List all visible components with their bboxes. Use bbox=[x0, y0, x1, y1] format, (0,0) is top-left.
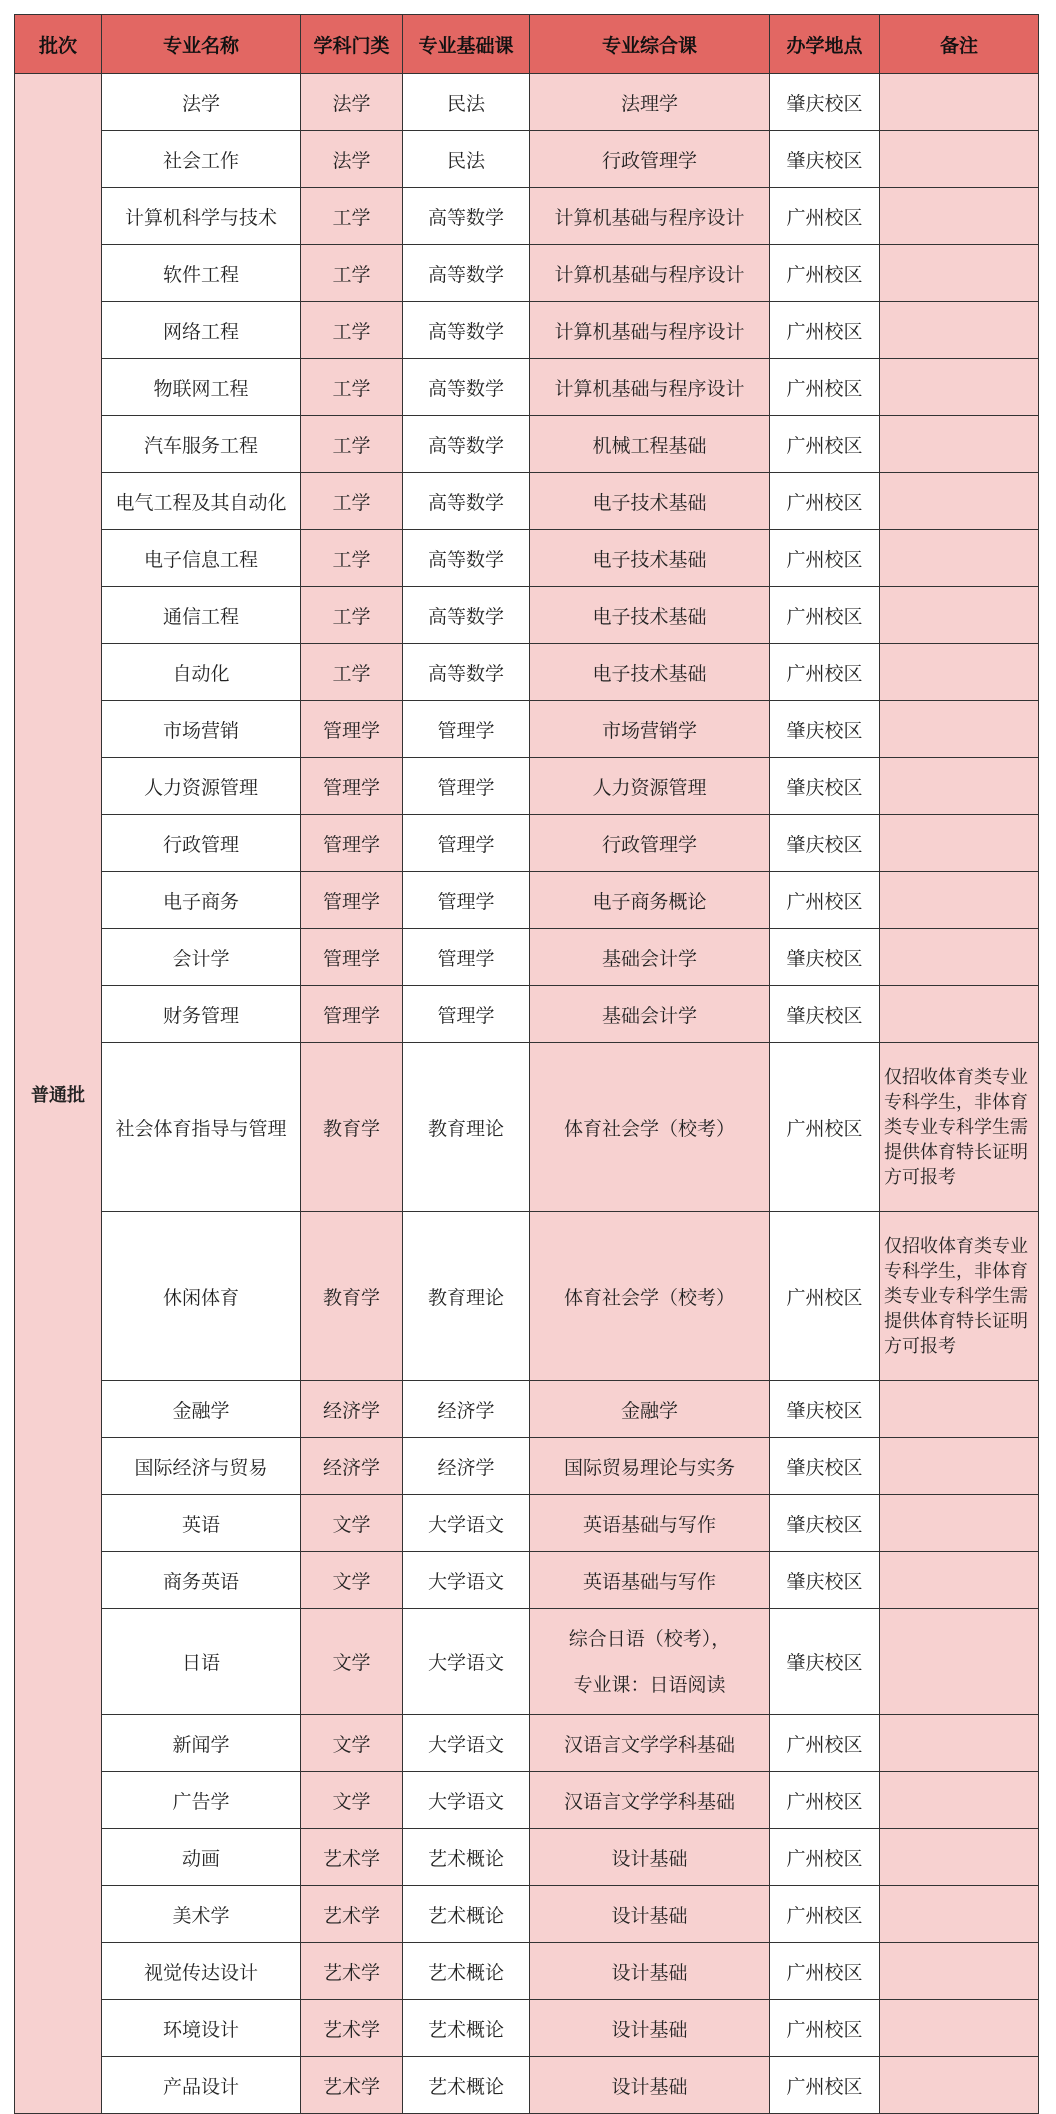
table-row bbox=[15, 1212, 1039, 1381]
campus-cell: 广州校区 bbox=[770, 2057, 880, 2114]
campus-cell: 广州校区 bbox=[770, 1829, 880, 1886]
category-cell: 文学 bbox=[301, 1495, 403, 1552]
notes-cell bbox=[880, 1829, 1039, 1886]
campus-cell: 肇庆校区 bbox=[770, 758, 880, 815]
header-notes: 备注 bbox=[880, 15, 1039, 74]
comprehensive-course-cell: 计算机基础与程序设计 bbox=[530, 245, 770, 302]
notes-cell: 仅招收体育类专业专科学生，非体育类专业专科学生需提供体育特长证明方可报考 bbox=[880, 1212, 1039, 1381]
campus-cell: 肇庆校区 bbox=[770, 986, 880, 1043]
basic-course-cell: 大学语文 bbox=[403, 1772, 530, 1829]
table-row bbox=[15, 644, 1039, 701]
basic-course-cell: 经济学 bbox=[403, 1381, 530, 1438]
major-name-cell: 电气工程及其自动化 bbox=[102, 473, 301, 530]
comprehensive-course-cell: 设计基础 bbox=[530, 1943, 770, 2000]
notes-cell bbox=[880, 2057, 1039, 2114]
header-major-name: 专业名称 bbox=[102, 15, 301, 74]
major-name-cell: 英语 bbox=[102, 1495, 301, 1552]
category-cell: 管理学 bbox=[301, 815, 403, 872]
header-basic-course: 专业基础课 bbox=[403, 15, 530, 74]
category-cell: 艺术学 bbox=[301, 1943, 403, 2000]
table-row bbox=[15, 74, 1039, 131]
basic-course-cell: 高等数学 bbox=[403, 302, 530, 359]
table-row bbox=[15, 302, 1039, 359]
comprehensive-course-cell: 汉语言文学学科基础 bbox=[530, 1715, 770, 1772]
campus-cell: 肇庆校区 bbox=[770, 1438, 880, 1495]
table-row bbox=[15, 587, 1039, 644]
campus-cell: 广州校区 bbox=[770, 188, 880, 245]
major-name-cell: 电子商务 bbox=[102, 872, 301, 929]
campus-cell: 肇庆校区 bbox=[770, 74, 880, 131]
notes-cell bbox=[880, 1609, 1039, 1715]
campus-cell: 广州校区 bbox=[770, 587, 880, 644]
major-name-cell: 广告学 bbox=[102, 1772, 301, 1829]
notes-cell bbox=[880, 530, 1039, 587]
notes-cell bbox=[880, 1772, 1039, 1829]
basic-course-cell: 管理学 bbox=[403, 986, 530, 1043]
campus-cell: 广州校区 bbox=[770, 1715, 880, 1772]
major-name-cell: 社会工作 bbox=[102, 131, 301, 188]
comprehensive-course-cell: 计算机基础与程序设计 bbox=[530, 302, 770, 359]
campus-cell: 肇庆校区 bbox=[770, 1495, 880, 1552]
comprehensive-course-cell: 人力资源管理 bbox=[530, 758, 770, 815]
table-row bbox=[15, 758, 1039, 815]
comprehensive-course-line: 综合日语（校考）， bbox=[568, 1627, 731, 1650]
majors-table bbox=[14, 14, 1039, 2114]
basic-course-cell: 高等数学 bbox=[403, 587, 530, 644]
campus-cell: 广州校区 bbox=[770, 302, 880, 359]
comprehensive-course-cell: 市场营销学 bbox=[530, 701, 770, 758]
campus-cell: 广州校区 bbox=[770, 644, 880, 701]
major-name-cell: 人力资源管理 bbox=[102, 758, 301, 815]
table-row bbox=[15, 2057, 1039, 2114]
major-name-cell: 国际经济与贸易 bbox=[102, 1438, 301, 1495]
notes-cell bbox=[880, 644, 1039, 701]
notes-cell bbox=[880, 1886, 1039, 1943]
basic-course-cell: 高等数学 bbox=[403, 473, 530, 530]
comprehensive-course-cell: 法理学 bbox=[530, 74, 770, 131]
major-name-cell: 物联网工程 bbox=[102, 359, 301, 416]
category-cell: 管理学 bbox=[301, 701, 403, 758]
comprehensive-course-cell: 设计基础 bbox=[530, 1886, 770, 1943]
comprehensive-course-cell: 计算机基础与程序设计 bbox=[530, 359, 770, 416]
basic-course-cell: 艺术概论 bbox=[403, 2057, 530, 2114]
notes-cell bbox=[880, 1715, 1039, 1772]
major-name-cell: 动画 bbox=[102, 1829, 301, 1886]
comprehensive-course-cell: 金融学 bbox=[530, 1381, 770, 1438]
major-name-cell: 电子信息工程 bbox=[102, 530, 301, 587]
category-cell: 工学 bbox=[301, 245, 403, 302]
comprehensive-course-cell: 体育社会学（校考） bbox=[530, 1043, 770, 1212]
basic-course-cell: 艺术概论 bbox=[403, 1829, 530, 1886]
category-cell: 法学 bbox=[301, 131, 403, 188]
comprehensive-course-cell: 设计基础 bbox=[530, 1829, 770, 1886]
major-name-cell: 软件工程 bbox=[102, 245, 301, 302]
batch-cell: 普通批 bbox=[15, 74, 102, 2114]
category-cell: 文学 bbox=[301, 1772, 403, 1829]
table-row bbox=[15, 1886, 1039, 1943]
campus-cell: 广州校区 bbox=[770, 245, 880, 302]
basic-course-cell: 大学语文 bbox=[403, 1495, 530, 1552]
major-name-cell: 金融学 bbox=[102, 1381, 301, 1438]
category-cell: 教育学 bbox=[301, 1212, 403, 1381]
basic-course-cell: 管理学 bbox=[403, 758, 530, 815]
category-cell: 工学 bbox=[301, 188, 403, 245]
category-cell: 管理学 bbox=[301, 929, 403, 986]
basic-course-cell: 民法 bbox=[403, 131, 530, 188]
comprehensive-course-cell: 电子技术基础 bbox=[530, 587, 770, 644]
campus-cell: 广州校区 bbox=[770, 872, 880, 929]
category-cell: 工学 bbox=[301, 359, 403, 416]
basic-course-cell: 艺术概论 bbox=[403, 1886, 530, 1943]
notes-cell bbox=[880, 1381, 1039, 1438]
basic-course-cell: 教育理论 bbox=[403, 1212, 530, 1381]
campus-cell: 广州校区 bbox=[770, 416, 880, 473]
basic-course-cell: 管理学 bbox=[403, 872, 530, 929]
table-row bbox=[15, 1495, 1039, 1552]
table-row bbox=[15, 1715, 1039, 1772]
basic-course-cell: 高等数学 bbox=[403, 245, 530, 302]
header-category: 学科门类 bbox=[301, 15, 403, 74]
basic-course-cell: 高等数学 bbox=[403, 359, 530, 416]
basic-course-cell: 艺术概论 bbox=[403, 1943, 530, 2000]
table-row bbox=[15, 1552, 1039, 1609]
campus-cell: 肇庆校区 bbox=[770, 929, 880, 986]
comprehensive-course-cell: 英语基础与写作 bbox=[530, 1495, 770, 1552]
category-cell: 管理学 bbox=[301, 758, 403, 815]
category-cell: 工学 bbox=[301, 587, 403, 644]
major-name-cell: 计算机科学与技术 bbox=[102, 188, 301, 245]
table-body bbox=[15, 74, 1039, 2114]
basic-course-cell: 经济学 bbox=[403, 1438, 530, 1495]
comprehensive-course-cell: 基础会计学 bbox=[530, 929, 770, 986]
campus-cell: 广州校区 bbox=[770, 530, 880, 587]
table-row bbox=[15, 245, 1039, 302]
notes-cell bbox=[880, 758, 1039, 815]
notes-cell bbox=[880, 986, 1039, 1043]
category-cell: 文学 bbox=[301, 1715, 403, 1772]
campus-cell: 广州校区 bbox=[770, 359, 880, 416]
table-row bbox=[15, 1772, 1039, 1829]
comprehensive-course-cell: 英语基础与写作 bbox=[530, 1552, 770, 1609]
campus-cell: 肇庆校区 bbox=[770, 1609, 880, 1715]
basic-course-cell: 管理学 bbox=[403, 815, 530, 872]
major-name-cell: 法学 bbox=[102, 74, 301, 131]
major-name-cell: 日语 bbox=[102, 1609, 301, 1715]
campus-cell: 肇庆校区 bbox=[770, 1381, 880, 1438]
table-row bbox=[15, 701, 1039, 758]
notes-cell bbox=[880, 815, 1039, 872]
basic-course-cell: 高等数学 bbox=[403, 416, 530, 473]
comprehensive-course-cell: 计算机基础与程序设计 bbox=[530, 188, 770, 245]
table-row bbox=[15, 929, 1039, 986]
basic-course-cell: 高等数学 bbox=[403, 644, 530, 701]
table-header bbox=[15, 15, 1039, 74]
notes-cell: 仅招收体育类专业专科学生，非体育类专业专科学生需提供体育特长证明方可报考 bbox=[880, 1043, 1039, 1212]
category-cell: 文学 bbox=[301, 1552, 403, 1609]
table-row bbox=[15, 188, 1039, 245]
basic-course-cell: 教育理论 bbox=[403, 1043, 530, 1212]
table-row bbox=[15, 1943, 1039, 2000]
comprehensive-course-cell: 基础会计学 bbox=[530, 986, 770, 1043]
category-cell: 工学 bbox=[301, 644, 403, 701]
category-cell: 工学 bbox=[301, 302, 403, 359]
category-cell: 艺术学 bbox=[301, 2000, 403, 2057]
campus-cell: 肇庆校区 bbox=[770, 815, 880, 872]
comprehensive-course-cell: 行政管理学 bbox=[530, 815, 770, 872]
campus-cell: 广州校区 bbox=[770, 1772, 880, 1829]
notes-cell bbox=[880, 302, 1039, 359]
major-name-cell: 市场营销 bbox=[102, 701, 301, 758]
comprehensive-course-cell: 汉语言文学学科基础 bbox=[530, 1772, 770, 1829]
notes-cell bbox=[880, 1943, 1039, 2000]
comprehensive-course-cell: 机械工程基础 bbox=[530, 416, 770, 473]
major-name-cell: 商务英语 bbox=[102, 1552, 301, 1609]
category-cell: 法学 bbox=[301, 74, 403, 131]
category-cell: 艺术学 bbox=[301, 1829, 403, 1886]
category-cell: 管理学 bbox=[301, 986, 403, 1043]
notes-cell bbox=[880, 245, 1039, 302]
notes-cell bbox=[880, 2000, 1039, 2057]
category-cell: 经济学 bbox=[301, 1438, 403, 1495]
notes-cell bbox=[880, 359, 1039, 416]
table-row bbox=[15, 872, 1039, 929]
notes-cell bbox=[880, 929, 1039, 986]
category-cell: 管理学 bbox=[301, 872, 403, 929]
comprehensive-course-cell: 电子技术基础 bbox=[530, 530, 770, 587]
enrollment-table-sheet bbox=[14, 14, 1038, 2114]
major-name-cell: 通信工程 bbox=[102, 587, 301, 644]
notes-cell bbox=[880, 1438, 1039, 1495]
comprehensive-course-cell: 行政管理学 bbox=[530, 131, 770, 188]
category-cell: 文学 bbox=[301, 1609, 403, 1715]
category-cell: 经济学 bbox=[301, 1381, 403, 1438]
notes-cell bbox=[880, 1552, 1039, 1609]
campus-cell: 广州校区 bbox=[770, 1212, 880, 1381]
table-row bbox=[15, 416, 1039, 473]
basic-course-cell: 高等数学 bbox=[403, 188, 530, 245]
major-name-cell: 休闲体育 bbox=[102, 1212, 301, 1381]
table-row bbox=[15, 1381, 1039, 1438]
campus-cell: 广州校区 bbox=[770, 473, 880, 530]
major-name-cell: 网络工程 bbox=[102, 302, 301, 359]
category-cell: 工学 bbox=[301, 473, 403, 530]
notes-cell bbox=[880, 188, 1039, 245]
comprehensive-course-cell: 设计基础 bbox=[530, 2057, 770, 2114]
table-row bbox=[15, 530, 1039, 587]
table-row bbox=[15, 815, 1039, 872]
major-name-cell: 汽车服务工程 bbox=[102, 416, 301, 473]
header-row bbox=[15, 15, 1039, 74]
campus-cell: 肇庆校区 bbox=[770, 1552, 880, 1609]
table-row bbox=[15, 1609, 1039, 1715]
category-cell: 艺术学 bbox=[301, 2057, 403, 2114]
major-name-cell: 会计学 bbox=[102, 929, 301, 986]
campus-cell: 广州校区 bbox=[770, 1943, 880, 2000]
table-row bbox=[15, 1829, 1039, 1886]
campus-cell: 广州校区 bbox=[770, 1043, 880, 1212]
category-cell: 艺术学 bbox=[301, 1886, 403, 1943]
basic-course-cell: 大学语文 bbox=[403, 1609, 530, 1715]
campus-cell: 肇庆校区 bbox=[770, 701, 880, 758]
basic-course-cell: 高等数学 bbox=[403, 530, 530, 587]
major-name-cell: 环境设计 bbox=[102, 2000, 301, 2057]
notes-cell bbox=[880, 74, 1039, 131]
comprehensive-course-line: 专业课：日语阅读 bbox=[573, 1673, 726, 1696]
comprehensive-course-cell bbox=[530, 1609, 770, 1715]
comprehensive-course-cell: 国际贸易理论与实务 bbox=[530, 1438, 770, 1495]
basic-course-cell: 大学语文 bbox=[403, 1552, 530, 1609]
basic-course-cell: 艺术概论 bbox=[403, 2000, 530, 2057]
category-cell: 教育学 bbox=[301, 1043, 403, 1212]
notes-cell bbox=[880, 872, 1039, 929]
table-row bbox=[15, 2000, 1039, 2057]
comprehensive-course-cell: 电子技术基础 bbox=[530, 473, 770, 530]
comprehensive-course-cell: 电子技术基础 bbox=[530, 644, 770, 701]
table-row bbox=[15, 986, 1039, 1043]
major-name-cell: 行政管理 bbox=[102, 815, 301, 872]
table-row bbox=[15, 131, 1039, 188]
basic-course-cell: 管理学 bbox=[403, 929, 530, 986]
basic-course-cell: 大学语文 bbox=[403, 1715, 530, 1772]
notes-cell bbox=[880, 701, 1039, 758]
major-name-cell: 产品设计 bbox=[102, 2057, 301, 2114]
comprehensive-course-cell: 电子商务概论 bbox=[530, 872, 770, 929]
major-name-cell: 视觉传达设计 bbox=[102, 1943, 301, 2000]
comprehensive-course-cell: 设计基础 bbox=[530, 2000, 770, 2057]
major-name-cell: 财务管理 bbox=[102, 986, 301, 1043]
header-comprehensive-course: 专业综合课 bbox=[530, 15, 770, 74]
major-name-cell: 新闻学 bbox=[102, 1715, 301, 1772]
notes-cell bbox=[880, 587, 1039, 644]
major-name-cell: 社会体育指导与管理 bbox=[102, 1043, 301, 1212]
table-row bbox=[15, 1043, 1039, 1212]
table-row bbox=[15, 359, 1039, 416]
header-batch: 批次 bbox=[15, 15, 102, 74]
basic-course-cell: 管理学 bbox=[403, 701, 530, 758]
header-campus: 办学地点 bbox=[770, 15, 880, 74]
notes-cell bbox=[880, 473, 1039, 530]
notes-cell bbox=[880, 131, 1039, 188]
major-name-cell: 自动化 bbox=[102, 644, 301, 701]
major-name-cell: 美术学 bbox=[102, 1886, 301, 1943]
category-cell: 工学 bbox=[301, 416, 403, 473]
campus-cell: 广州校区 bbox=[770, 1886, 880, 1943]
table-row bbox=[15, 1438, 1039, 1495]
notes-cell bbox=[880, 416, 1039, 473]
basic-course-cell: 民法 bbox=[403, 74, 530, 131]
table-row bbox=[15, 473, 1039, 530]
notes-cell bbox=[880, 1495, 1039, 1552]
comprehensive-course-cell: 体育社会学（校考） bbox=[530, 1212, 770, 1381]
campus-cell: 肇庆校区 bbox=[770, 131, 880, 188]
category-cell: 工学 bbox=[301, 530, 403, 587]
campus-cell: 广州校区 bbox=[770, 2000, 880, 2057]
